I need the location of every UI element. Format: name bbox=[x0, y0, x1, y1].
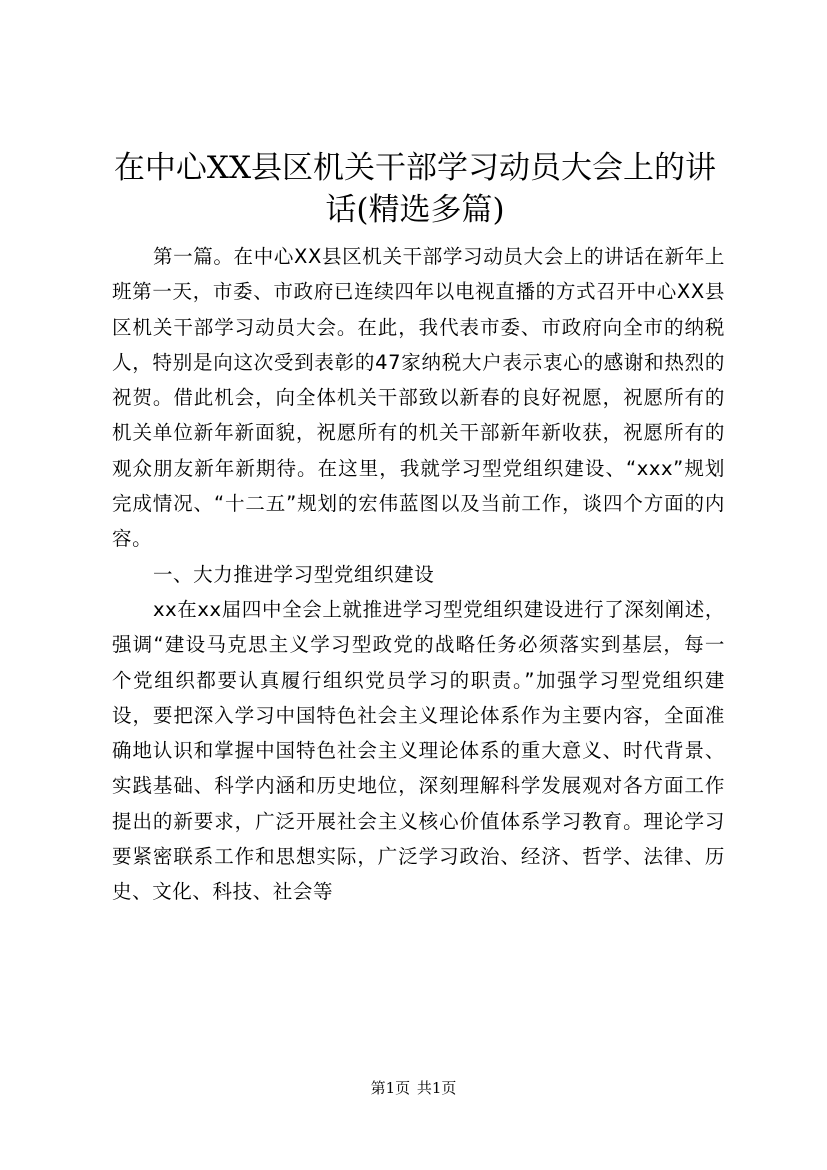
document-body bbox=[112, 239, 725, 910]
document-title: 在中心XX县区机关干部学习动员大会上的讲话(精选多篇) bbox=[113, 150, 717, 228]
paragraph-section-1: xx在xx届四中全会上就推进学习型党组织建设进行了深刻阐述，强调“建设马克思主义学习型政党的战略任务必须落实到基层，每一个党组织都要认真履行组织党员学习的职责。”加强学习型党组织建设，要把深入学习中国特色社会主义理论体系作为主要内容，全面准确地认识和掌握中国特色社会主义理论体系的重大意义、时代背景、实践基础、科学内涵和历史地位，深刻理解科学发展观对各方面工作提出的新要求，广泛开展社会主义核心价值体系学习教育。理论学习要紧密联系工作和思想实际，广泛学习政治、经济、哲学、法律、历史、文化、科技、社会等 bbox=[112, 597, 725, 904]
page-footer: 第1页 共1页 bbox=[370, 1079, 457, 1097]
paragraph-intro: 第一篇。在中心XX县区机关干部学习动员大会上的讲话在新年上班第一天，市委、市政府已连续四年以电视直播的方式召开中心XX县区机关干部学习动员大会。在此，我代表市委、市政府向全市的纳税人，特别是向这次受到表彰的47家纳税大户表示衷心的感谢和热烈的祝贺。借此机会，向全体机关干部致以新春的良好祝愿，祝愿所有的机关单位新年新面貌，祝愿所有的机关干部新年新收获，祝愿所有的观众朋友新年新期待。在这里，我就学习型党组织建设、“xxx”规划完成情况、“十二五”规划的宏伟蓝图以及当前工作，谈四个方面的内容。 bbox=[112, 245, 725, 551]
section-heading-1: 一、大力推进学习型党组织建设 bbox=[152, 562, 435, 586]
